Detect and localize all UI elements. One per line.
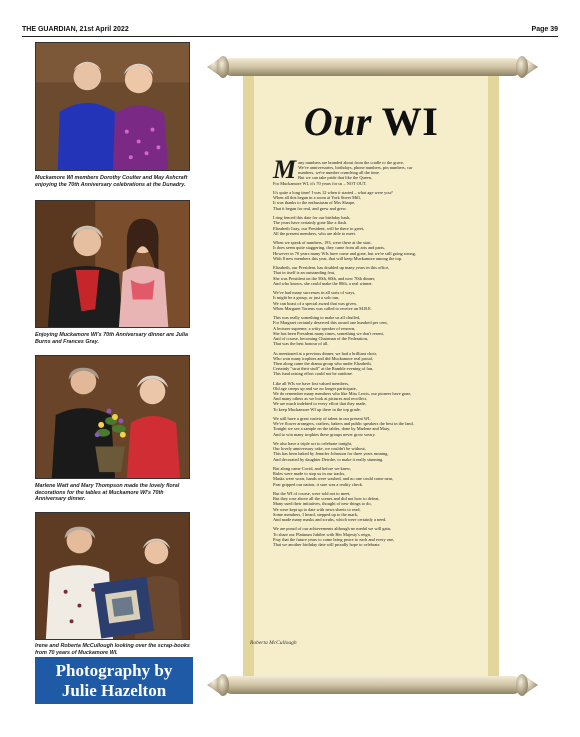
poem-stanza xyxy=(273,491,489,522)
poem-line: This was really something to make us all chuffed, xyxy=(273,315,361,321)
poem-stanza xyxy=(273,441,489,462)
poem-line: We've had many successes in all sorts of ways, xyxy=(273,290,356,296)
poem-line: Like all WIs we have lost valued members, xyxy=(273,380,349,386)
poem-line: Rules were made to stop us in our tracks, xyxy=(273,471,346,477)
poem-line: It was thanks to the enthusiasm of Mrs Sharpe, xyxy=(273,200,356,206)
poem-line: Many used their initiatives, thought of new things to do, xyxy=(273,501,372,507)
photo-irene-roberta xyxy=(35,512,190,640)
poem-line: To share our Platinum Jubilee with Her Majesty's reign, xyxy=(273,531,371,537)
poem-stanza xyxy=(273,290,489,311)
poem-line: We still have a great variety of talent in our present WI, xyxy=(273,416,371,422)
photo-dorothy-may xyxy=(35,42,190,171)
poem-line: And who knows, she could make the 80th, a real winner. xyxy=(273,280,373,286)
poem-line: Elizabeth Gray, our President, will be there to greet, xyxy=(273,225,365,231)
poem-line: Pray that the future years to come bring peace to each and every one, xyxy=(273,536,395,542)
poem-line: We are much indebted to every effort that they made, xyxy=(273,401,367,407)
poem-stanza xyxy=(273,315,489,346)
poem-line: And made many masks and scrubs, which were certainly a need. xyxy=(273,516,387,522)
poem-line: With 8 new members this year, that will keep Muckamore among the top. xyxy=(273,255,403,261)
poem-line: Then along came the drama group who under Elizabeth, xyxy=(273,360,372,366)
poem-line: But they rose above all the scenes and did not bow to defeat, xyxy=(273,496,380,502)
poem-stanza xyxy=(273,240,489,261)
poem-line: It's quite a long time! I was 12 when it started – what age were you? xyxy=(273,190,393,196)
poem-line: For Margaret certainly deserved this award one hundred per cent, xyxy=(273,320,388,326)
poem-line: numbers, we're number crunching all the time. xyxy=(298,170,380,176)
poem-line: any numbers are branded about from the cradle to the grave, xyxy=(298,160,405,165)
poem-line: Our lovely anniversary cake, we couldn't be without, xyxy=(273,446,366,452)
poem-line: It does seem quite staggering, they came from all arts and parts, xyxy=(273,245,386,251)
poem-line: We can boast of a special award that was given, xyxy=(273,300,357,306)
photo-caption-4: Irene and Roberta McCullough looking over the scrap-books from 70 years of Muckamore WI. xyxy=(35,643,190,656)
header-rule xyxy=(22,36,558,37)
poem-line: This fund raising effort could not be outdone. xyxy=(273,371,353,377)
poem-line: Fear gripped our nation, it sure was a reality check. xyxy=(273,481,364,487)
poem-line: But along came Covid, and before we knew, xyxy=(273,466,351,472)
poem-stanza xyxy=(273,265,489,286)
poem-title-our: Our xyxy=(303,99,372,144)
poem-line: Who won many trophies and did Muckamore real proud, xyxy=(273,355,373,361)
poem-line: Certainly "strut their stuff" at the Ramble evening of fun, xyxy=(273,366,374,372)
photo-image-3 xyxy=(36,356,189,478)
credit-line-1: Photography by xyxy=(55,661,173,680)
poem-line: We also have a triple act to celebrate tonight, xyxy=(273,441,353,447)
poem-dropcap: M xyxy=(273,155,297,184)
photo-caption-3: Marlene Watt and Mary Thompson made the lovely floral decorations for the tables at Muckamore WI's 70th Anniversary dinner. xyxy=(35,483,180,503)
photo-image-1 xyxy=(36,43,189,170)
poem-stanza xyxy=(273,190,489,211)
poem-line: We were kept up to date with news sheets to read, xyxy=(273,506,361,512)
poem-line: Elizabeth, our President, has doubled up many years in this office, xyxy=(273,265,390,271)
photo-caption-2: Enjoying Muckamore WI's 70th Anniversary dinner are Julia Burns and Frances Gray. xyxy=(35,332,188,345)
poem-line: And to win many trophies these groups never grow weary. xyxy=(273,431,376,437)
photo-image-4 xyxy=(36,513,189,639)
poem-line: For Muckamore WI, it's 70 years for us – NOT OUT. xyxy=(273,180,367,186)
poem-line: She has been President many times, something we don't resent, xyxy=(273,330,384,336)
photo-image-2 xyxy=(36,201,189,327)
poem-line: We do remember many members who like Miss Lewis, our pioneer have gone, xyxy=(273,391,412,397)
photo-julia-frances xyxy=(35,200,190,328)
poem-line: And many others as we look at pictures and recollect, xyxy=(273,396,368,402)
poem-line: As mentioned at a previous dinner, we had a brilliant choir, xyxy=(273,350,378,356)
poem-stanza xyxy=(273,416,489,437)
poem-line: When all this began in a room at York Street Mill, xyxy=(273,195,361,201)
poem-line: Masks were worn, hands were washed, and no one could come near, xyxy=(273,476,394,482)
poem-line: And of course, becoming Chairman of the Federation, xyxy=(273,335,368,341)
poem-title-wi: WI xyxy=(381,99,439,144)
poem-line: When Margaret Torrens was called to receive an M.B.E. xyxy=(273,305,372,311)
poem-line: A lecturer supreme, a witty speaker of renown, xyxy=(273,325,356,331)
poem-line: To keep Muckamore WI up there in the top grade. xyxy=(273,406,361,412)
poem-line: We are proud of our achievements although no medal we will gain, xyxy=(273,526,391,532)
poem-line: The years have certainly gone like a flash. xyxy=(273,220,348,226)
poem-line: But we can take pride that like the Queen, xyxy=(298,175,372,181)
poem-line: We've flower arrangers, crafters, bakers and public speakers the best in the land, xyxy=(273,421,414,427)
poem-body xyxy=(273,155,489,551)
poem-line: But the WI of course, were told not to meet, xyxy=(273,491,351,497)
poem-line: That was the best honour of all. xyxy=(273,341,329,347)
poem-line: When we speak of numbers, 193, were there at the start, xyxy=(273,240,372,246)
poem-line: Tonight we see a sample on the tables, done by Marlene and Mary, xyxy=(273,426,391,432)
poem-line: Old age creeps up and we no longer participate, xyxy=(273,385,357,391)
page-number: Page 39 xyxy=(531,26,558,33)
poem-stanza xyxy=(273,215,489,236)
poem-stanza xyxy=(273,526,489,547)
poem-line: That it began for real, and grew and grew. xyxy=(273,205,347,211)
poem-line: I ring fenced this date for our birthday bash, xyxy=(273,215,351,221)
poem-stanza xyxy=(273,351,489,377)
poem-line: It might be a group, or just a solo run, xyxy=(273,295,340,301)
poem-line: This has been baked by Jennifer Johnston for three years running, xyxy=(273,451,389,457)
poem-line: She was President on the 50th, 60th, and now 70th dinner, xyxy=(273,275,376,281)
photo-caption-1: Muckamore WI members Dorothy Coulter and May Ashcraft enjoying the 70th Anniversary celebrations at the Dunadry. xyxy=(35,175,188,188)
photography-credit-box xyxy=(35,657,193,704)
photo-marlene-mary xyxy=(35,355,190,479)
credit-line-2: Julie Hazelton xyxy=(61,681,167,700)
poem-line: That we another birthday date will proudly hope to celebrate. xyxy=(273,541,381,547)
poem-stanza xyxy=(273,466,489,487)
poem-line: Some members, I heard, stepped up to the mark, xyxy=(273,511,358,517)
poem-stanza xyxy=(273,381,489,412)
poem-stanza xyxy=(273,155,489,186)
poem-line: We've anniversaries, birthdays, phone numbers, pin numbers, car xyxy=(298,165,413,171)
poem-line: However in 70 years many WIs have come and gone, but we're still going strong, xyxy=(273,250,416,256)
poem-scroll xyxy=(205,48,540,703)
publication-date: THE GUARDIAN, 21st April 2022 xyxy=(22,26,129,33)
poem-title xyxy=(243,98,499,145)
poem-line: That in itself is an outstanding feat, xyxy=(273,270,336,276)
poem-signature: Roberta McCullough xyxy=(250,640,297,646)
poem-line: All the present members, who are able to meet. xyxy=(273,230,356,236)
poem-line: And decorated by daughter Deirdre, to make it really stunning. xyxy=(273,456,384,462)
